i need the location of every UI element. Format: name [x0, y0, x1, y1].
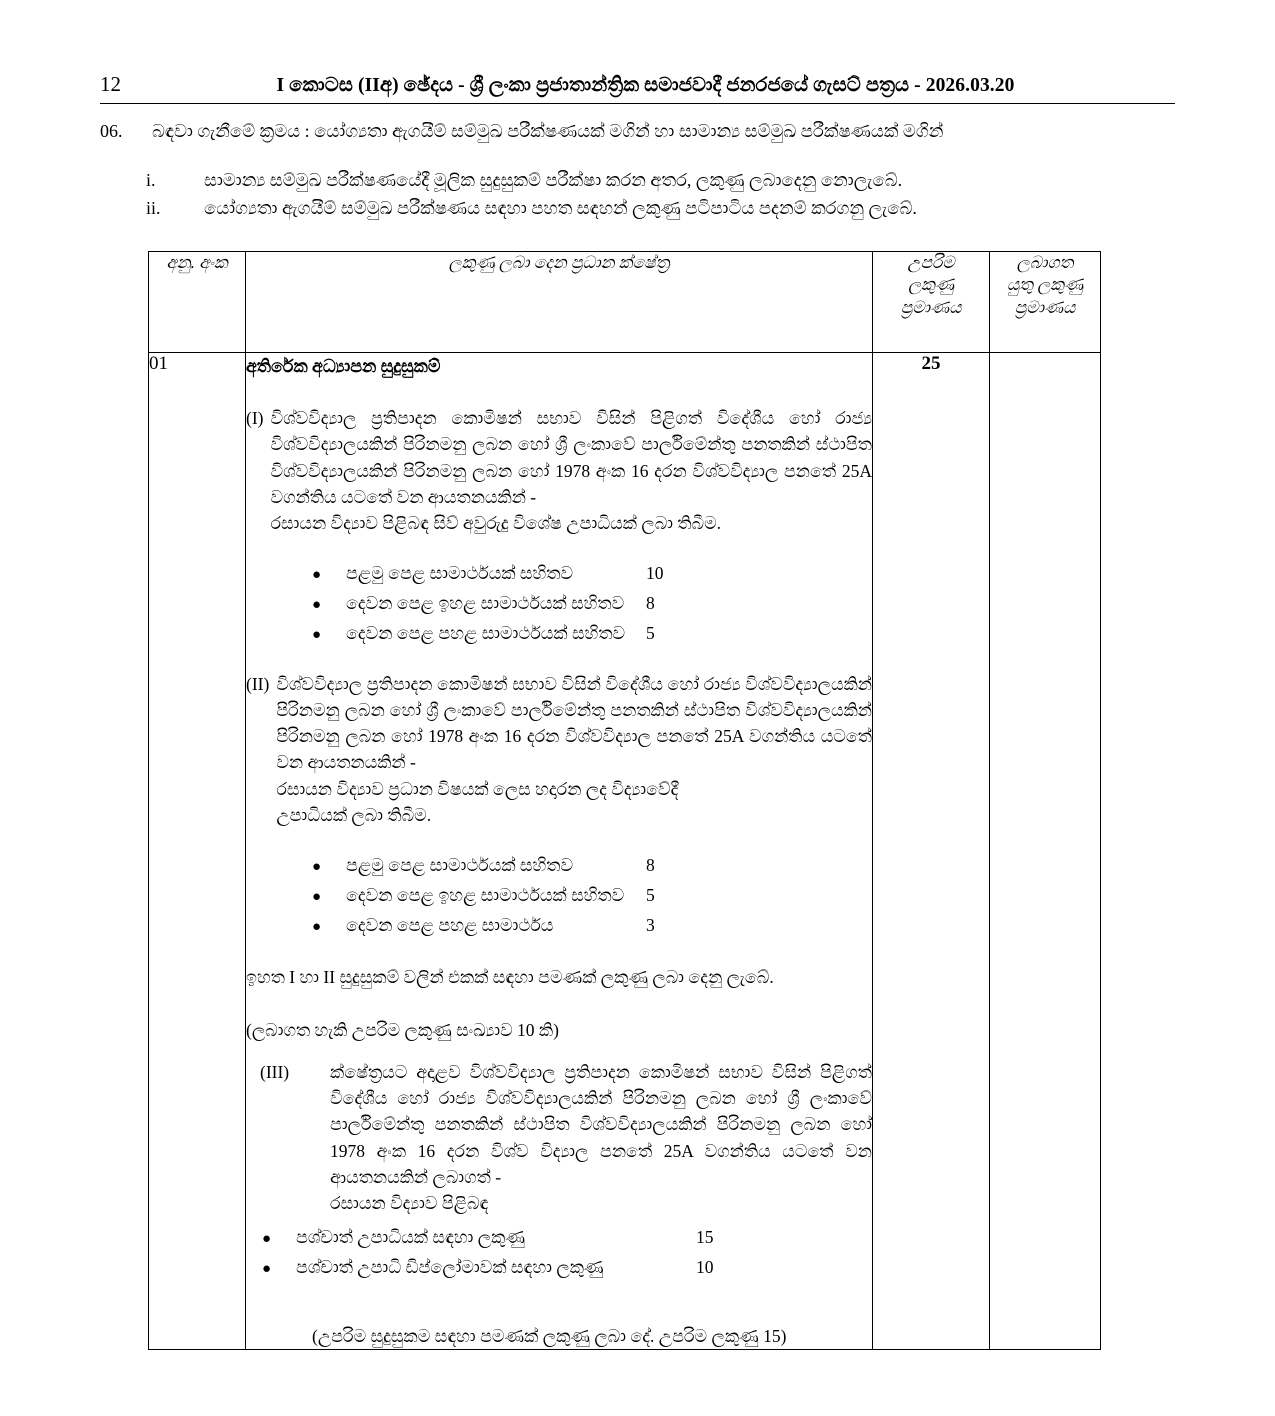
bullet-icon: ● [262, 1261, 272, 1278]
score-item [312, 880, 872, 910]
gazette-title: I කොටස (IIඅ) ඡේදය - ශ්‍රී ලංකා ප්‍රජාතාන්ත්‍රික සමාජවාදී ජනරජයේ ගැසට් පත්‍රය - 2026.03.20 [276, 75, 1015, 96]
bullet-icon: ● [312, 889, 322, 906]
intro-main-line [100, 118, 1175, 145]
table-header [149, 251, 1101, 352]
score-label: පශ්චාත් උපාධි ඩිප්ලෝමාවක් සඳහා ලකුණු [296, 1257, 604, 1278]
score-label: පළමු පෙළ සාමාර්ථයක් සහිතව [346, 563, 574, 584]
paragraph-III-lastline: රසායන විද්‍යාව පිළිබඳ [330, 1193, 489, 1214]
paragraph-III-label: (III) [260, 1061, 290, 1082]
column-header-required-line2: යුතු ලකුණු [1006, 275, 1084, 295]
list-item [146, 167, 1175, 195]
score-label: දෙවන පෙළ ඉහළ සාමාර්ථයක් සහිතව [346, 593, 625, 614]
bullet-icon: ● [262, 1231, 272, 1248]
score-value: 10 [646, 563, 664, 584]
score-item [312, 618, 872, 648]
score-value: 8 [646, 855, 655, 876]
bullet-icon: ● [312, 627, 322, 644]
score-value: 5 [646, 623, 655, 644]
paragraph-III-text: ක්ෂේත්‍රයට අදාළව විශ්වවිද්‍යාල ප්‍රතිපාදන කොමිෂන් සභාව විසින් පිළිගත් විදේශීය හෝ රාජ්‍ය විශ්වවිද්‍යාලයකින් පිරිනමනු ලබන හෝ ශ්‍රී ලංකාවේ පාර්ලිමේන්තු පනතකින් ස්ථාපිත විශ්වවිද්‍යාලයකින් පිරිනමනු ලබන හෝ 1978 අංක 16 දරන විශ්ව විද්‍යාල පනතේ 25A වගන්තිය යටතේ වන ආයතනයකින් ලබාගත් - [330, 1061, 872, 1187]
paragraph-I-lastline: රසායන විද්‍යාව පිළිබඳ සිව් අවුරුදු විශේෂ උපාධියක් ලබා තිබීම. [270, 513, 722, 534]
column-header-max-marks [873, 251, 990, 352]
note-max-marks: (ලබාගත හැකි උපරිම ලකුණු සංඛ්‍යාව 10 කි) [246, 1019, 559, 1040]
intro-section [0, 104, 1275, 223]
score-label: දෙවන පෙළ ඉහළ සාමාර්ථයක් සහිතව [346, 885, 625, 906]
score-value: 10 [696, 1257, 714, 1278]
score-label: දෙවන පෙළ පහළ සාමාර්ථය [346, 915, 554, 936]
table-body [149, 352, 1101, 1349]
paragraph-II-body [276, 671, 872, 829]
bullet-icon: ● [312, 919, 322, 936]
paragraph-I-text: විශ්වවිද්‍යාල ප්‍රතිපාදන කොමිෂන් සභාව විසින් පිළිගත් විදේශීය හෝ රාජ්‍ය විශ්වවිද්‍යාලයකින් පිරිනමනු ලබන හෝ ශ්‍රී ලංකාවේ පාර්ලිමේන්තු පනතකින් ස්ථාපිත විශ්වවිද්‍යාලයකින් පිරිනමනු ලබන හෝ 1978 අංක 16 දරන විශ්වවිද්‍යාල පනතේ 25A වගන්තිය යටතේ වන ආයතනයකින් - [270, 408, 872, 507]
bullet-icon: ● [312, 859, 322, 876]
score-list-I [246, 558, 872, 648]
column-header-max-line1: උපරිම [907, 252, 955, 272]
spacer [246, 1043, 872, 1059]
column-header-no: අනු. අංක [149, 251, 246, 352]
intro-number: 06. [100, 121, 123, 141]
row-required-marks [990, 352, 1101, 1349]
paragraph-III [246, 1059, 872, 1217]
score-item [312, 558, 872, 588]
paragraph-II [246, 671, 872, 829]
score-item [312, 910, 872, 940]
score-item [312, 588, 872, 618]
column-header-max-line2: ලකුණු [908, 275, 954, 295]
score-label: පශ්චාත් උපාධියක් සඳහා ලකුණු [296, 1227, 526, 1248]
column-header-required-line3: ප්‍රමාණය [1014, 297, 1076, 317]
paragraph-III-body [330, 1059, 872, 1217]
score-list-II [246, 850, 872, 940]
score-item [262, 1222, 872, 1252]
bullet-icon: ● [312, 567, 322, 584]
list-item-marker: i. [146, 170, 156, 190]
intro-text: බඳවා ගැනීමේ ක්‍රමය : යෝග්‍යතා ඇගයීම් සම්මුඛ පරීක්ෂණයක් මගින් හා සාමාන්‍ය සම්මුඛ පරීක්ෂණයක් මගින් [152, 121, 944, 141]
list-item-marker: ii. [146, 197, 161, 218]
score-item [312, 850, 872, 880]
score-value: 3 [646, 915, 655, 936]
column-header-required-line1: ලබාගත [1016, 252, 1074, 272]
row-title: අතිරේක අධ්‍යාපන සුදුසුකම් [246, 355, 441, 376]
score-value: 15 [696, 1227, 714, 1248]
score-label: පළමු පෙළ සාමාර්ථයක් සහිතව [346, 855, 574, 876]
column-header-area: ලකුණු ලබා දෙන ප්‍රධාන ක්ෂේත්‍ර [246, 251, 873, 352]
marks-table [148, 251, 1101, 1350]
row-max-marks: 25 [873, 352, 990, 1349]
score-label: දෙවන පෙළ පහළ සාමාර්ථයක් සහිතව [346, 623, 626, 644]
paragraph-I-body [270, 405, 872, 536]
paragraph-I-label: (I) [246, 408, 264, 429]
note-max-qualification: (උපරිම සුදුසුකම සඳහා පමණක් ලකුණු ලබා දේ. උපරිම ලකුණු 15) [312, 1325, 787, 1346]
score-item [262, 1252, 872, 1282]
bullet-icon: ● [312, 597, 322, 614]
paragraph-II-lastline-a: රසායන විද්‍යාව ප්‍රධාන විෂයක් ලෙස හදාරන ලද විද්‍යාවේදී [276, 778, 679, 799]
page-number: 12 [100, 72, 121, 96]
paragraph-II-text: විශ්වවිද්‍යාල ප්‍රතිපාදන කොමිෂන් සභාව විසින් විදේශීය හෝ රාජ්‍ය විශ්වවිද්‍යාලයකින් පිරිනමනු ලබන හෝ ශ්‍රී ලංකාවේ පාර්ලිමේන්තු පනතකින් ස්ථාපිත විශ්වවිද්‍යාලයකින් පිරිනමනු ලබන හෝ 1978 අංක 16 දරන විශ්වවිද්‍යාල පනතේ 25A වගන්තිය යටතේ වන ආයතනයකින් - [276, 673, 872, 773]
paragraph-I [246, 405, 872, 536]
column-header-required-marks [990, 251, 1101, 352]
row-serial-number: 01 [149, 352, 246, 1349]
page-header [0, 0, 1275, 97]
row-area-content [246, 352, 873, 1349]
paragraph-II-label: (II) [246, 673, 270, 694]
marks-table-wrapper [148, 251, 1175, 1350]
score-value: 5 [646, 885, 655, 906]
table-row [149, 352, 1101, 1349]
intro-sub-list [100, 167, 1175, 223]
column-header-max-line3: ප්‍රමාණය [900, 297, 962, 317]
list-item [146, 195, 1175, 223]
paragraph-II-lastline-b: උපාධියක් ලබා තිබීම. [276, 804, 432, 825]
table-header-row [149, 251, 1101, 352]
score-list-III [246, 1222, 872, 1282]
list-item-text: සාමාන්‍ය සම්මුඛ පරීක්ෂණයේදී මූලික සුදුසුකම් පරීක්ෂා කරන අතර, ලකුණු ලබාදෙනු නොලැබේ. [204, 170, 903, 190]
list-item-text: යෝග්‍යතා ඇගයීම් සම්මුඛ පරීක්ෂණය සඳහා පහත සඳහන් ලකුණු පටිපාටිය පදනම් කරගනු ලැබේ. [204, 197, 917, 218]
score-value: 8 [646, 593, 655, 614]
note-combined-qualification: ඉහත I හා II සුදුසුකම් වලින් එකක් සඳහා පමණක් ලකුණු ලබා දෙනු ලැබේ. [246, 967, 774, 988]
